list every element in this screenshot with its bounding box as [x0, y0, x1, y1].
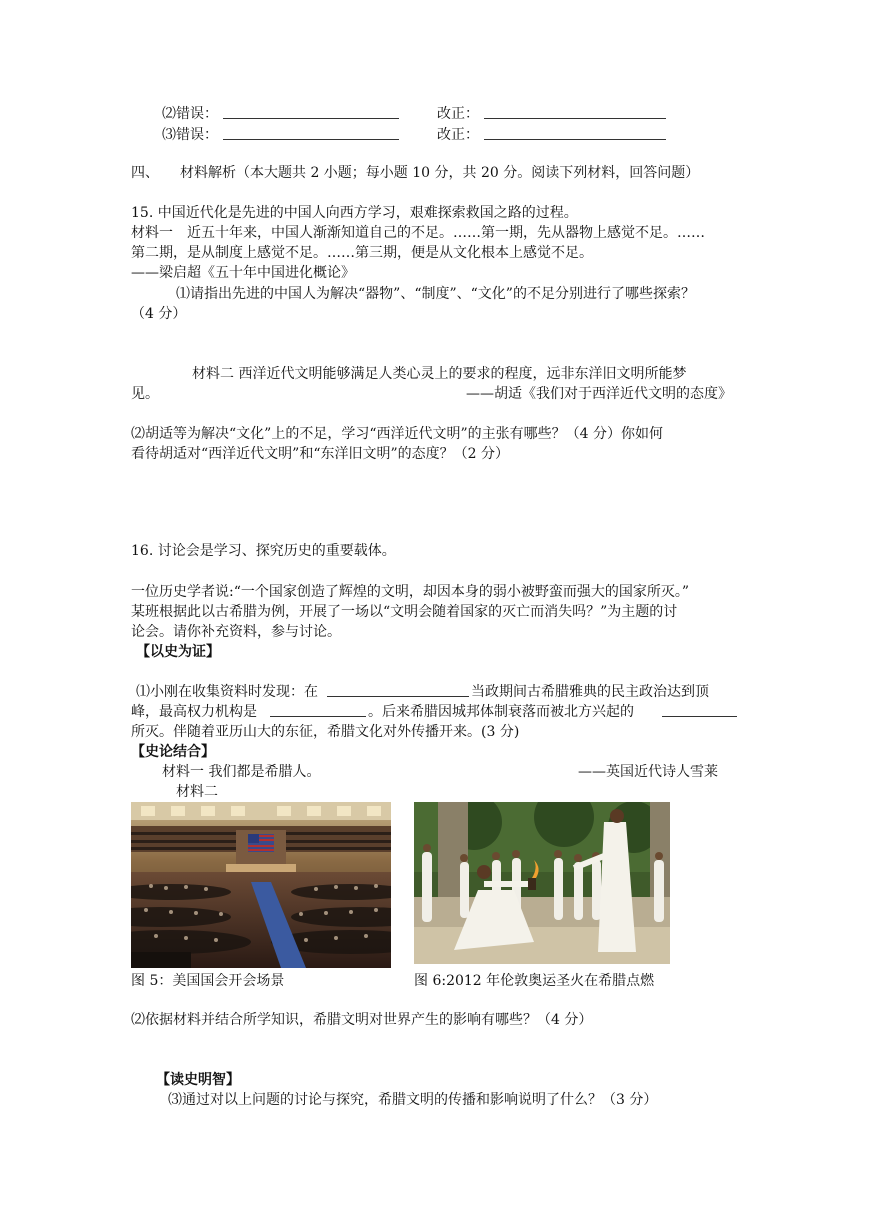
error-blank-2[interactable]	[223, 104, 399, 119]
q16-sub1-part-d: 。后来希腊因城邦体制衰落而被北方兴起的	[368, 704, 634, 720]
q16-material2-label: 材料二	[176, 784, 218, 800]
congress-photo	[131, 802, 391, 968]
q15-material1-line2: 第二期，是从制度上感觉不足。……第三期，便是从文化根本上感觉不足。	[131, 245, 593, 261]
fix-blank-3[interactable]	[484, 125, 666, 140]
blank-conqueror[interactable]	[662, 702, 737, 717]
q15-material1-line1: 材料一 近五十年来，中国人渐渐知道自己的不足。……第一期，先从器物上感觉不足。……	[131, 225, 705, 241]
q16-paragraph-line3: 论会。请你补充资料，参与讨论。	[131, 624, 341, 640]
error-label-2: ⑵错误：	[162, 106, 218, 122]
q15-sub1-line1: ⑴请指出先进的中国人为解决“器物”、“制度”、“文化”的不足分别进行了哪些探索？	[176, 286, 695, 302]
q15-intro: 15. 中国近代化是先进的中国人向西方学习，艰难探索救国之路的过程。	[131, 205, 578, 221]
fix-blank-2[interactable]	[484, 104, 666, 119]
q16-sub1-part-a: ⑴小刚在收集资料时发现：在	[136, 684, 318, 700]
fix-label-2: 改正：	[437, 106, 479, 122]
q15-material1-source: ——梁启超《五十年中国进化概论》	[131, 265, 355, 281]
q16-sub1-part-b: 当政期间古希腊雅典的民主政治达到顶	[471, 684, 709, 700]
q15-material2-line2: 见。	[131, 386, 159, 402]
heading-wisdom: 【读史明智】	[156, 1072, 240, 1088]
q16-material1-source: ——英国近代诗人雪莱	[578, 764, 718, 780]
q16-sub1-part-e: 所灭。伴随着亚历山大的东征，希腊文化对外传播开来。(3 分)	[131, 724, 520, 740]
heading-discussion: 【史论结合】	[131, 744, 215, 760]
heading-evidence: 【以史为证】	[136, 644, 220, 660]
q15-sub2-line1: ⑵胡适等为解决“文化”上的不足，学习“西洋近代文明”的主张有哪些？（4 分）你如何	[131, 426, 663, 442]
error-blank-3[interactable]	[223, 125, 399, 140]
q16-sub3: ⑶通过对以上问题的讨论与探究，希腊文明的传播和影响说明了什么？（3 分）	[168, 1092, 658, 1108]
blank-authority[interactable]	[270, 702, 366, 717]
q16-paragraph-line1: 一位历史学者说:“一个国家创造了辉煌的文明，却因本身的弱小被野蛮而强大的国家所灭。”	[131, 584, 690, 600]
q15-material2-line1: 材料二 西洋近代文明能够满足人类心灵上的要求的程度，远非东洋旧文明所能梦	[192, 366, 687, 382]
fig5-caption: 图 5：美国国会开会场景	[131, 973, 285, 989]
q15-sub2-line2: 看待胡适对“西洋近代文明”和“东洋旧文明”的态度？（2 分）	[131, 446, 509, 462]
fix-label-3: 改正：	[437, 127, 479, 143]
q16-intro: 16. 讨论会是学习、探究历史的重要载体。	[131, 543, 396, 559]
q16-sub2: ⑵依据材料并结合所学知识，希腊文明对世界产生的影响有哪些？（4 分）	[131, 1012, 593, 1028]
q15-sub1-line2: （4 分）	[131, 306, 187, 322]
section-title: 四、 材料解析（本大题共 2 小题；每小题 10 分，共 20 分。阅读下列材料，回答问题）	[131, 165, 700, 181]
fig6-caption: 图 6:2012 年伦敦奥运圣火在希腊点燃	[414, 973, 655, 989]
olympic-flame-photo	[414, 802, 670, 964]
q16-material1: 材料一 我们都是希腊人。	[162, 764, 321, 780]
blank-leader[interactable]	[327, 682, 469, 697]
q16-sub1-part-c: 峰，最高权力机构是	[131, 704, 257, 720]
q16-paragraph-line2: 某班根据此以古希腊为例，开展了一场以“文明会随着国家的灭亡而消失吗？”为主题的讨	[131, 604, 678, 620]
q15-material2-source: ——胡适《我们对于西洋近代文明的态度》	[466, 386, 732, 402]
error-label-3: ⑶错误：	[162, 127, 218, 143]
